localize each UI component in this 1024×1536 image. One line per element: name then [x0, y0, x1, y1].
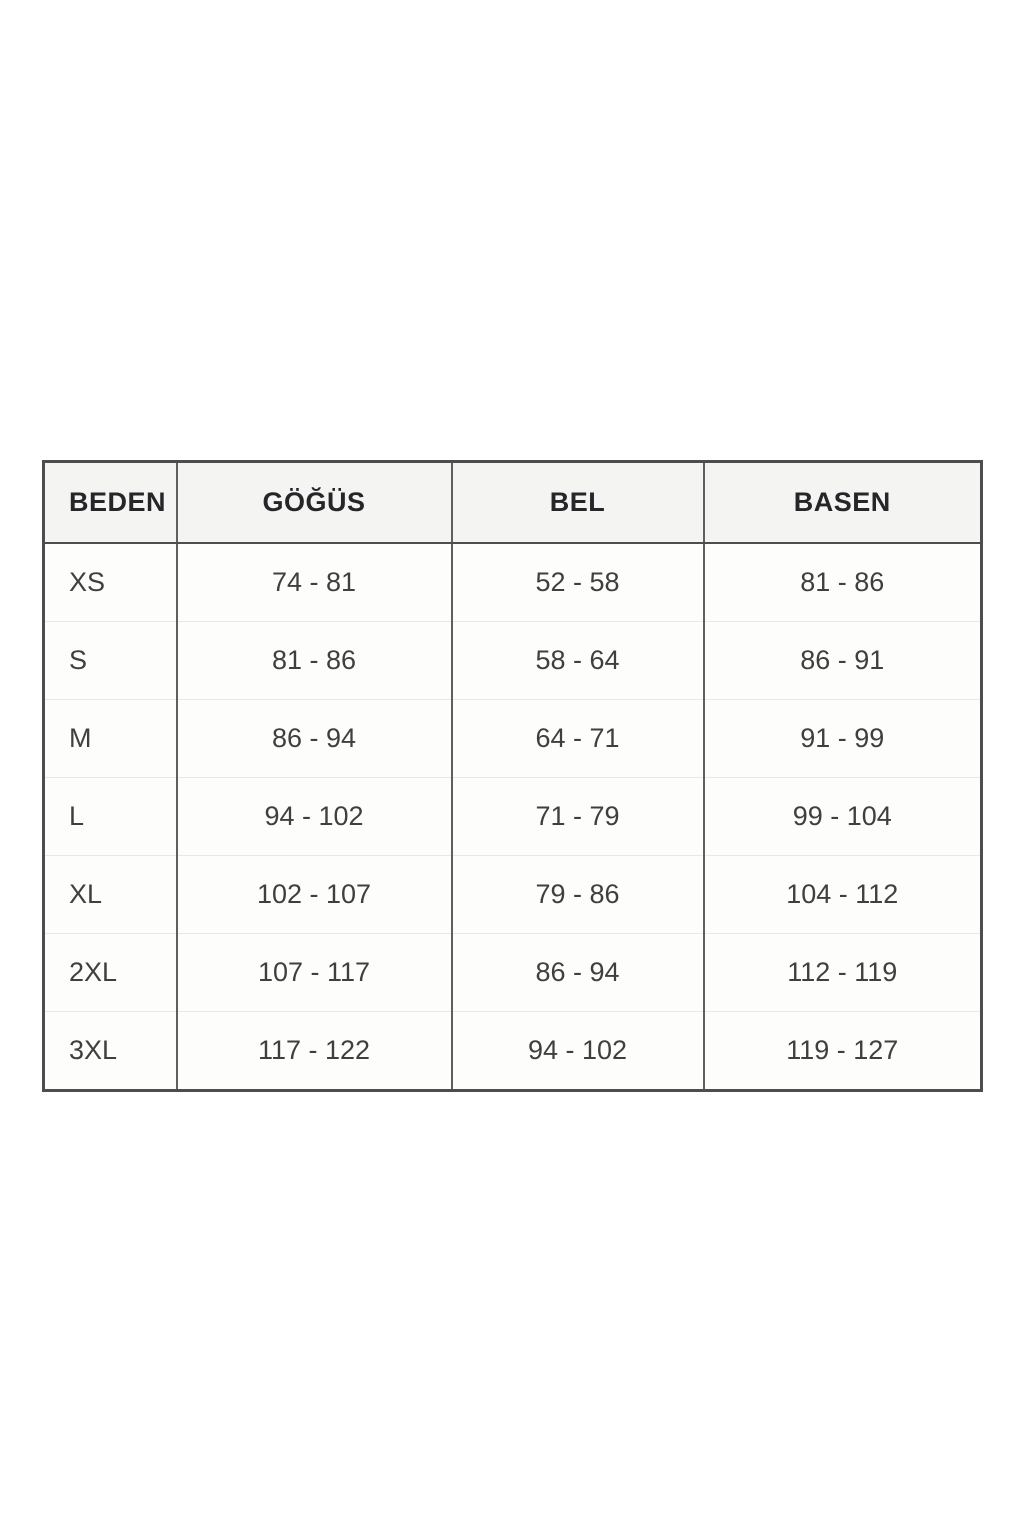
size-label: XS	[69, 567, 106, 597]
waist-range: 79 - 86	[452, 856, 704, 934]
hip-range: 81 - 86	[704, 543, 982, 622]
chest-range: 102 - 107	[177, 856, 452, 934]
chest-range: 94 - 102	[177, 778, 452, 856]
column-header-beden: BEDEN	[44, 462, 177, 544]
waist-range: 71 - 79	[452, 778, 704, 856]
waist-range: 86 - 94	[452, 934, 704, 1012]
waist-range: 58 - 64	[452, 622, 704, 700]
table-row-3xl	[44, 1012, 982, 1091]
size-chart-body	[44, 543, 982, 1091]
size-label: M	[44, 700, 177, 778]
hip-range: 86 - 91	[704, 622, 982, 700]
size-chart	[42, 460, 980, 1087]
header-row	[44, 462, 982, 544]
size-label: S	[44, 622, 177, 700]
size-label: XL	[44, 856, 177, 934]
size-label: L	[44, 778, 177, 856]
hip-range: 99 - 104	[704, 778, 982, 856]
hip-range: 119 - 127	[704, 1012, 982, 1091]
table-row-2xl	[44, 934, 982, 1012]
table-row-s	[44, 622, 982, 700]
size-label: 3XL	[44, 1012, 177, 1091]
hip-range: 104 - 112	[704, 856, 982, 934]
table-row-xs	[44, 543, 982, 622]
chest-range: 86 - 94	[177, 700, 452, 778]
table-row-m	[44, 700, 982, 778]
hip-range: 112 - 119	[704, 934, 982, 1012]
chest-range: 117 - 122	[177, 1012, 452, 1091]
chest-range: 74 - 81	[177, 543, 452, 622]
waist-range: 52 - 58	[452, 543, 704, 622]
waist-range: 64 - 71	[452, 700, 704, 778]
size-chart-header	[44, 462, 982, 544]
size-label: 2XL	[44, 934, 177, 1012]
hip-range: 91 - 99	[704, 700, 982, 778]
column-header-basen: BASEN	[704, 462, 982, 544]
table-row-l	[44, 778, 982, 856]
waist-range: 94 - 102	[452, 1012, 704, 1091]
chest-range: 81 - 86	[177, 622, 452, 700]
table-row-xl	[44, 856, 982, 934]
column-header-bel: BEL	[452, 462, 704, 544]
column-header-gogus: GÖĞÜS	[177, 462, 452, 544]
chest-range: 107 - 117	[177, 934, 452, 1012]
size-chart-table	[42, 460, 983, 1092]
